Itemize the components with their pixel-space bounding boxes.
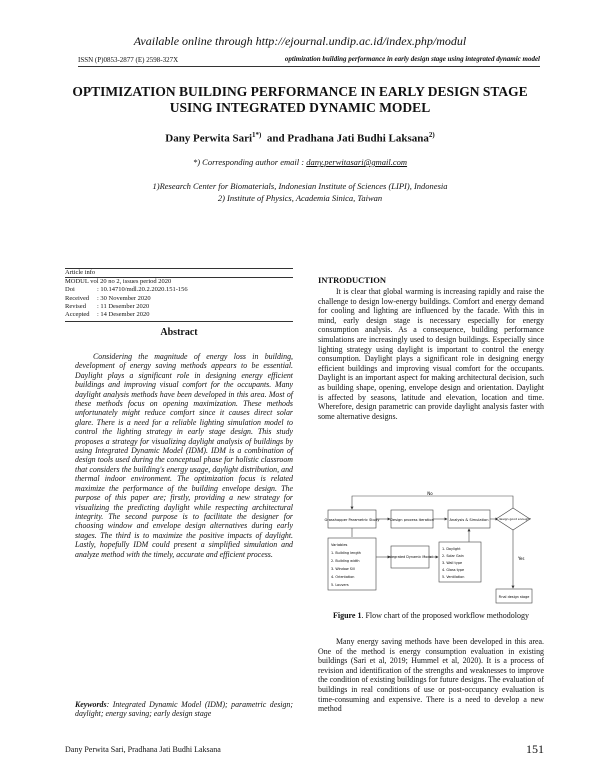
email-link[interactable]: dany.perwitasari@gmail.com — [306, 157, 408, 167]
node-analysis-label: Analysis & Simulation — [449, 518, 489, 522]
affiliation-1: 1)Research Center for Biomaterials, Indonesian Institute of Sciences (LIPI), Indonesia — [152, 181, 448, 191]
node-parametric-label: Grasshopper Parametric Study — [324, 518, 380, 522]
info-val: : 14 Desember 2020 — [97, 311, 150, 319]
keywords-list: : Integrated Dynamic Model (IDM); parametric design; daylight; energy saving; early design stage — [75, 700, 293, 719]
correspondence — [60, 157, 540, 167]
intro-heading: INTRODUCTION — [318, 275, 387, 285]
out-item: 1. Daylight — [442, 547, 461, 551]
var-item: 1. Building length — [331, 551, 361, 555]
node-decision-label: Is design good enough? — [495, 517, 531, 521]
var-item: 2. Building width — [331, 559, 360, 563]
info-val: : 11 Desember 2020 — [97, 302, 150, 310]
var-item: 4. Orientation — [331, 575, 355, 579]
keywords — [75, 700, 293, 719]
keywords-label: Keywords — [75, 700, 107, 709]
title-line-1: OPTIMIZATION BUILDING PERFORMANCE IN EARLY DESIGN STAGE — [72, 84, 528, 99]
vars-title: Variables — [331, 543, 348, 547]
footer-authors: Dany Perwita Sari, Pradhana Jati Budhi Laksana — [65, 745, 221, 754]
var-item: 5. Louvers — [331, 583, 349, 587]
author-1-mark: 1*) — [252, 131, 262, 139]
info-val: : 30 November 2020 — [97, 294, 151, 302]
info-journal: MODUL vol 20 no 2, issues period 2020 — [65, 277, 293, 286]
title-line-2: USING INTEGRATED DYNAMIC MODEL — [169, 100, 431, 115]
figure-1-flowchart — [318, 490, 544, 610]
out-item: 4. Glass type — [442, 568, 465, 572]
info-divider — [65, 321, 293, 322]
paper-title — [60, 84, 540, 116]
author-and: and — [266, 132, 285, 145]
info-val: : 10.14710/mdl.20.2.2020.151-156 — [97, 286, 188, 294]
info-row-doi — [65, 286, 293, 294]
abstract-heading: Abstract — [160, 327, 198, 338]
info-row-received — [65, 295, 293, 303]
author-1: Dany Perwita Sari — [165, 132, 253, 145]
info-key: Accepted — [65, 311, 90, 319]
info-key: Received — [65, 294, 90, 302]
author-2: Pradhana Jati Budhi Laksana — [287, 132, 429, 145]
affiliation-2: 2) Institute of Physics, Academia Sinica, Taiwan — [217, 193, 383, 203]
var-item: 3. Window Sill — [331, 567, 355, 571]
header-rule — [78, 66, 540, 67]
info-key: Doi — [65, 286, 75, 294]
running-title: optimization building performance in early design stage using integrated dynamic model — [284, 55, 540, 63]
out-item: 5. Ventilation — [442, 575, 465, 579]
article-info — [65, 268, 293, 322]
node-iteration-label: Design process iteration — [390, 518, 434, 522]
info-heading: Article info — [65, 268, 293, 277]
availability-line: Available online through http://ejournal.undip.ac.id/index.php/modul — [133, 34, 467, 48]
author-2-mark: 2) — [428, 131, 435, 139]
info-row-revised — [65, 303, 293, 311]
correspondence-label: *) Corresponding author email : — [192, 157, 305, 167]
figure-caption-text: . Flow chart of the proposed workflow methodology — [361, 611, 530, 620]
authors — [60, 131, 540, 145]
page-number: 151 — [526, 742, 544, 756]
figure-label: Figure 1 — [332, 611, 362, 620]
node-final-label: Final design stage — [498, 595, 530, 599]
affiliations — [60, 180, 540, 204]
abstract-text: Considering the magnitude of energy loss in building, development of energy saving methods appears to be essential. Daylight plays a significant role in designing energy efficient buildings and improving visual comfort for the occupants. Many daylight analysis methods have been developed in this area. Most of these methods focus on opening maximization. These methods unfortunately might reduce comfort since it causes direct solar glare. There is a need for a reliable lighting simulation model to control the lighting strategy in early stage design. This study proposes a strategy for visualizing daylight analysis of buildings by using Integrated Dynamic Model (IDM). IDM is a combination of design tools used during the conceptual phase for holistic classroom that considers the building's energy usage, daylight distribution, and thermal indoor environment. The optimization focus is related maximize the performance of the building envelope design. The purpose of this paper are; firstly, providing a new strategy for visualizing the predicting daylight while respecting architectural integrity. The second purpose is to facilitate the designer for choosing window and envelope design alternatives during early stages. The third is to maximize the positive impacts of daylight. Lastly, hopefully IDM could present a simplified simulation and analyze method with the timely, accurate and efficient process. — [75, 352, 293, 559]
out-item: 2. Solar Gain — [442, 554, 464, 558]
loop-arrow — [352, 496, 513, 509]
flowchart-svg — [318, 490, 544, 610]
info-row-accepted — [65, 311, 293, 319]
flow-no: No — [427, 491, 433, 496]
figure-caption — [318, 611, 544, 621]
info-key: Revised — [65, 302, 86, 310]
intro-paragraph-2: Many energy saving methods have been developed in this area. One of the method is energy consumption evaluation in existing buildings (Sari et al, 2019; Hummel et al, 2020). It is a process of revision and identification of the strengths and weaknesses to improve the condition of existing buildings for future designs. The evaluation of buildings in real conditions of use or post-occupancy evaluation is time-consuming and expensive. There is a need to develop a new method — [318, 637, 544, 714]
flow-yes: Yes — [518, 556, 525, 561]
issn: ISSN (P)0853-2877 (E) 2598-327X — [78, 56, 179, 64]
intro-paragraph-1: It is clear that global warming is increasing rapidly and raise the challenge to design low-energy buildings. Comfort and energy demand for cooling and lighting are influenced by the facade. With this in mind, early design stage is necessary especially for energy consumption analysis. As a consequence, building performance simulations are increasingly used to design buildings. Especially since lighting strategy using daylight is important to control the energy consumption. Daylight plays a significant role in designing energy efficient buildings and improving visual comfort for the occupants. Daylight is an important aspect for making architectural decision, such as building shape, opening, envelope design and orientation. Daylight is affected by seasons, latitude and elevation, location and time. Wherefore, design parametric can provide daylight analysis faster with some alternative designs. — [318, 287, 544, 421]
out-item: 3. Wall type — [442, 561, 463, 565]
node-idm-label: Integrated Dynamic Model — [387, 555, 433, 559]
